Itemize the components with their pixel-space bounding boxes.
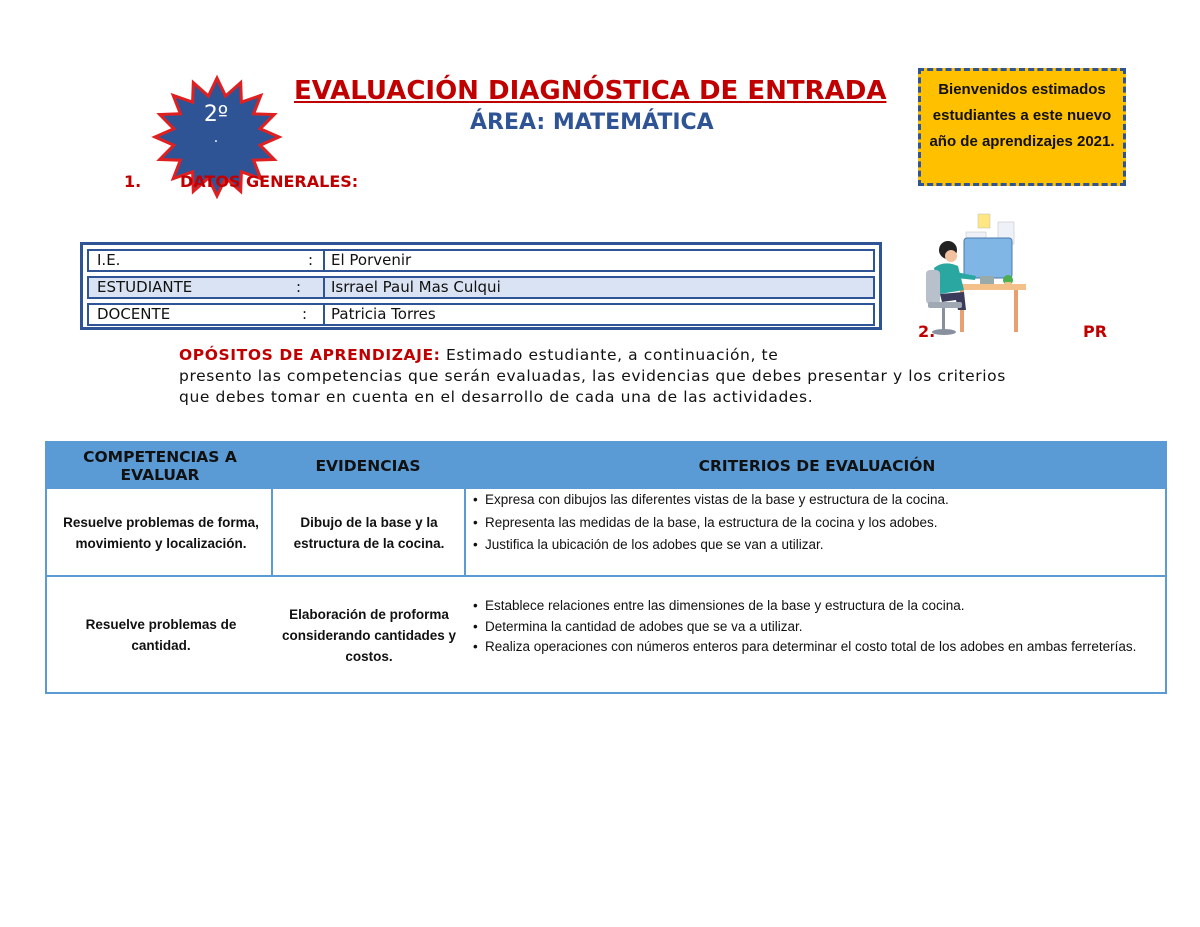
welcome-line: estudiantes a este nuevo	[932, 107, 1112, 124]
criterion-item: • Representa las medidas de la base, la estructura de la cocina y los adobes.	[471, 513, 1157, 534]
competencies-table	[45, 441, 1167, 694]
criterion-item: • Expresa con dibujos las diferentes vistas de la base y estructura de la cocina.	[471, 490, 1157, 511]
data-colon: :	[307, 251, 313, 269]
header-evidencias: EVIDENCIAS	[315, 457, 421, 475]
table-cell-competencia: Resuelve problemas de forma, movimiento y localización.	[63, 515, 259, 551]
column-divider	[464, 489, 466, 577]
grade-badge-dot: .	[213, 130, 219, 146]
criterion-item: • Determina la cantidad de adobes que se va a utilizar.	[471, 617, 1157, 638]
data-colon: :	[301, 305, 307, 323]
section-1-number: 1.	[124, 172, 142, 191]
section-2-heading-fragment: PR	[1083, 322, 1108, 341]
grade-badge-text: 2º	[203, 102, 229, 127]
data-value-student: Isrrael Paul Mas Culqui	[331, 278, 501, 296]
column-divider	[271, 489, 273, 577]
data-key: ESTUDIANTE	[97, 278, 193, 296]
criterion-item: • Justifica la ubicación de los adobes que se van a utilizar.	[471, 535, 1157, 556]
table-cell-competencia: Resuelve problemas de cantidad.	[85, 617, 237, 653]
table-cell-criterios	[471, 596, 1157, 658]
data-row-student	[87, 276, 875, 299]
table-cell-evidencia: Elaboración de proforma considerando cantidades y costos.	[281, 606, 457, 664]
data-value-ie: El Porvenir	[331, 251, 412, 269]
data-row-ie	[87, 249, 875, 272]
data-value-teacher: Patricia Torres	[331, 305, 436, 323]
data-key: DOCENTE	[97, 305, 171, 323]
section-1-heading: DATOS GENERALES:	[180, 172, 359, 191]
data-row-teacher	[87, 303, 875, 326]
purpose-title: OPÓSITOS DE APRENDIZAJE:	[179, 346, 441, 364]
page-subtitle: ÁREA: MATEMÁTICA	[470, 110, 714, 135]
purpose-paragraph	[179, 345, 1139, 408]
welcome-line: año de aprendizajes 2021.	[929, 133, 1115, 150]
page-title: EVALUACIÓN DIAGNÓSTICA DE ENTRADA	[294, 76, 887, 106]
table-cell-evidencia: Dibujo de la base y la estructura de la cocina.	[293, 515, 445, 551]
row-divider	[47, 575, 1165, 577]
table-cell-criterios	[471, 490, 1157, 556]
criterion-item: • Realiza operaciones con números enteros para determinar el costo total de los adobes en ambas ferreterías.	[471, 637, 1157, 658]
data-colon: :	[295, 278, 301, 296]
data-key: I.E.	[97, 251, 121, 269]
header-criterios: CRITERIOS DE EVALUACIÓN	[698, 457, 936, 475]
criterion-item: • Establece relaciones entre las dimensiones de la base y estructura de la cocina.	[471, 596, 1157, 617]
general-data-table	[80, 242, 882, 330]
welcome-line: Bienvenidos estimados	[938, 81, 1106, 98]
purpose-text: Estimado estudiante, a continuación, te	[440, 346, 779, 364]
purpose-text: que debes tomar en cuenta en el desarrollo de cada una de las actividades.	[179, 388, 814, 406]
welcome-box	[918, 68, 1126, 186]
person-at-computer-illustration-icon	[920, 210, 1030, 340]
purpose-text: presento las competencias que serán evaluadas, las evidencias que debes presentar y los criterios	[179, 367, 1006, 385]
section-2-number: 2.	[918, 322, 936, 341]
header-competencias: COMPETENCIAS A EVALUAR	[83, 448, 237, 484]
